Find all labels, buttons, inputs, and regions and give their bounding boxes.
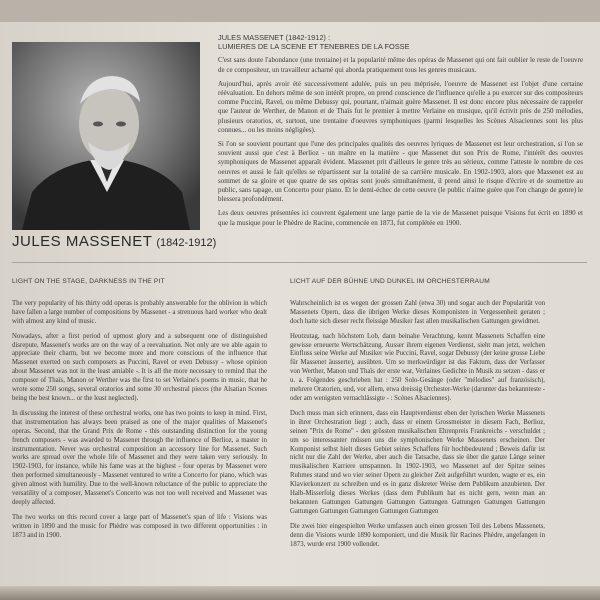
french-paragraph: Si l'on se souvient pourtant que l'une des principales qualités des oeuvres lyriques de Massenet est leur orchestration, si l'on se souvient aussi que c'est à Berlioz - un maître en la matière - que Massenet dut son Prix de Rome, l'intérêt des oeuvres symphoniques de Massenet apparaît évident. Massenet prit d'ailleurs le genre très au sérieux, comme l'atteste le nombre de ces oeuvres et aussi le fait qu'elles se répartissent sur la totalité de sa carrière musicale. En 1902-1903, alors que Massenet est au sommet de sa gloire et que quatre de ses opéras sont joués simultanément, il prend ainsi le risque d'écrire et de soumettre au public, sans tapage, un Concerto pour piano. Et le demi-échec de cette oeuvre (le public n'aime guère que l'on change de genre) le blessera profondément. (218, 140, 583, 204)
composer-name: JULES MASSENET (12, 233, 153, 250)
english-paragraph: In discussing the interest of these orchestral works, one has two points to keep in mind. First, that instrumentation has always been praised as one of the major qualities of Massenet's operas. Second, that the Grand Prix de Rome - this outstanding distinction for the young french composers - was awarded to Massenet through the influence of Berlioz, a master in instrumentation. Never was orchestral composition an accessory line for Massenet. Such works are spread over the whole life of Massenet and they were taken very seriously. In 1902-1903, for instance, while his fame was at the highest - four operas by Massenet were then performed simultaneously - Massenet ventured to write a Concerto for piano, which was given almost with humility. Due to the well-known reluctance of the public to appreciate the versatility of a composer, Massenet's Concerto was not too well received and Massenet was deeply affected. (12, 409, 267, 506)
german-paragraph: Heutzutag, nach höchstem Lob, dann beinahe Verachtung, kennt Massenets Schaffen eine gewisse erneuerte Wertschätzung. Ausser ihrem eigenen Verdienst, sieht man jetzt, welchen Einfluss seine Werke auf Musiker wie Puccini, Ravel, sogar Debussy (der keine grosse Liebe für Massenet äusserte), ausübten. Um so merkwürdiger ist das Faktum, dass der Verfasser von Werther, Manon und Thaïs der erste war, Verlaines Gedichte in Musik zu setzen - dass er u. a. Folgendes geschrieben hat : 250 Solo-Gesänge (oder "mélodies" auf französisch), mehrere Oratorien, und, vor allem, etwa dreissig Orchester-Werke (darunter das bekannteste - oder am wenigsten vernachlässigte - : Scènes Alsaciennes). (290, 332, 545, 402)
german-paragraph: Doch muss man sich erinnern, dass ein Hauptverdienst eben der lyrischen Werke Massenets in ihrer Orchestration liegt ; auch, dass er einem Grossmeister in diesem Fach, Berlioz, seinen "Prix de Rome" - den grössten musikalischen Ehrenpreis Frankreichs - verschuldet ; um so interessanter müssen uns die symphonischen Werke Massenets erscheinen. Der Komponist selbst hielt dieses Gebiet seines Schaffens für hochbedeutend ; Beweis dafür ist nicht nur die Zahl der Werke, aber auch die Tatsache, dass sie über die ganze Länge seiner musikalischen Karriere umspannen. In 1902-1903, wo Massenet auf der Spitze seines Ruhmes stand und wo vier seiner Opern zu gleicher Zeit aufgeführt wurden, wagte er es, ein Klavierkonzert zu schreiben und es in ganz diskreter Weise dem Publikum anzubieten. Der Halb-Misserfolg dieses Werkes (dass dem Publikum hat es nicht gern, wenn man an bekannten Gattungen Gattungen Gattungen Gattungen Gattungen Gattungen Gattungen Gattungen Gattungen Gattungen Gattungen Gattungen (290, 409, 545, 515)
english-paragraph: The two works on this record cover a large part of Massenet's span of life : Visions was written in 1890 and the music for Phèdre was composed in two different opportunities : in 1873 and in 1900. (12, 513, 267, 539)
english-notes (12, 278, 267, 547)
german-heading: LICHT AUF DER BÜHNE UND DUNKEL IM ORCHESTERRAUM (290, 278, 490, 285)
portrait-illustration (12, 42, 200, 230)
english-heading: LIGHT ON THE STAGE, DARKNESS IN THE PIT (12, 278, 165, 285)
french-heading-line2: LUMIERES DE LA SCENE ET TENEBRES DE LA FOSSE (218, 42, 410, 52)
composer-title (12, 233, 216, 250)
french-heading-line1: JULES MASSENET (1842-1912) : (218, 33, 331, 42)
composer-years: (1842-1912) (156, 237, 217, 249)
sleeve-top-edge (0, 0, 600, 22)
german-paragraph: Wahrscheinlich ist es wegen der grossen Zahl (etwa 30) und sogar auch der Popularität von Massenets Opern, dass die übrigen Werke dieses Komponisten in Vergessenheit geraten ; doch hatte sich dieser recht fleissige Musiker fast allen musikalischen Gattungen gewidmet. (290, 299, 545, 325)
french-paragraph: C'est sans doute l'abondance (une trentaine) et la popularité même des opéras de Massenet qui ont fait oublier le reste de l'oeuvre de ce compositeur, un travailleur acharné qui aborda pratiquement tous les genres musicaux. (218, 56, 583, 74)
english-paragraph: Nowadays, after a first period of upmost glory and a subsequent one of distinguished disrepute, Massenet's works are on the way of a reevaluation. Not only are we able again to appreciate their charm, but we become more and more conscious of the influence that Massenet exerted on such composers as Puccini, Ravel or even Debussy - whose opinion about Massenet was not in the least amiable -. It is all the more necessary to remind that the composer of Thaïs, Manon or Werther was the first to set Verlaine's poems in music, that he wrote some 250 songs, several oratorios and some 30 orchestral pieces (the Alsatian Scenes being the best known... or the least neglected). (12, 332, 267, 402)
french-notes (218, 33, 583, 228)
sleeve-bottom-edge (0, 586, 600, 600)
portrait-photo (12, 42, 200, 230)
french-paragraph: Les deux oeuvres présentées ici couvrent également une large partie de la vie de Massenet puisque Visions fut écrit en 1890 et que la musique pour le Phèdre de Racine, commencée en 1873, fut complétée en 1900. (218, 209, 583, 227)
section-divider (12, 262, 587, 263)
german-notes (290, 278, 545, 555)
english-paragraph: The very popularity of his thirty odd operas is probably answerable for the oblivion in which have fallen a large number of compositions by Massenet - a strenuous hard worker who dealt with almost any kind of music. (12, 299, 267, 325)
german-paragraph: Die zwei hier eingespielten Werke umfassen auch einen grossen Teil des Lebens Massenets, denn die Visions wurde 1890 komponiert, und die Musik für Racines Phèdre, angefangen in 1873, wurde erst 1900 vollendet. (290, 522, 545, 548)
french-paragraph: Aujourd'hui, après avoir été successivement adulée, puis un peu méprisée, l'oeuvre de Massenet est l'objet d'une certaine réévaluation. En dehors même de son intérêt propre, on prend conscience de l'influence qu'elle a pu exercer sur des compositeurs comme Puccini, Ravel, ou même Debussy qui, pourtant, n'aimait guère Massenet. Il est donc encore plus nécessaire de rappeler que l'auteur de Werther, de Manon et de Thaïs fut le premier à mettre Verlaine en musique, qu'il écrivit près de 250 mélodies, plusieurs oratorios, et, surtout, une trentaine d'oeuvres symphoniques (parmi lesquelles les Scènes Alsaciennes sont les plus connues... ou les moins négligées). (218, 79, 583, 134)
